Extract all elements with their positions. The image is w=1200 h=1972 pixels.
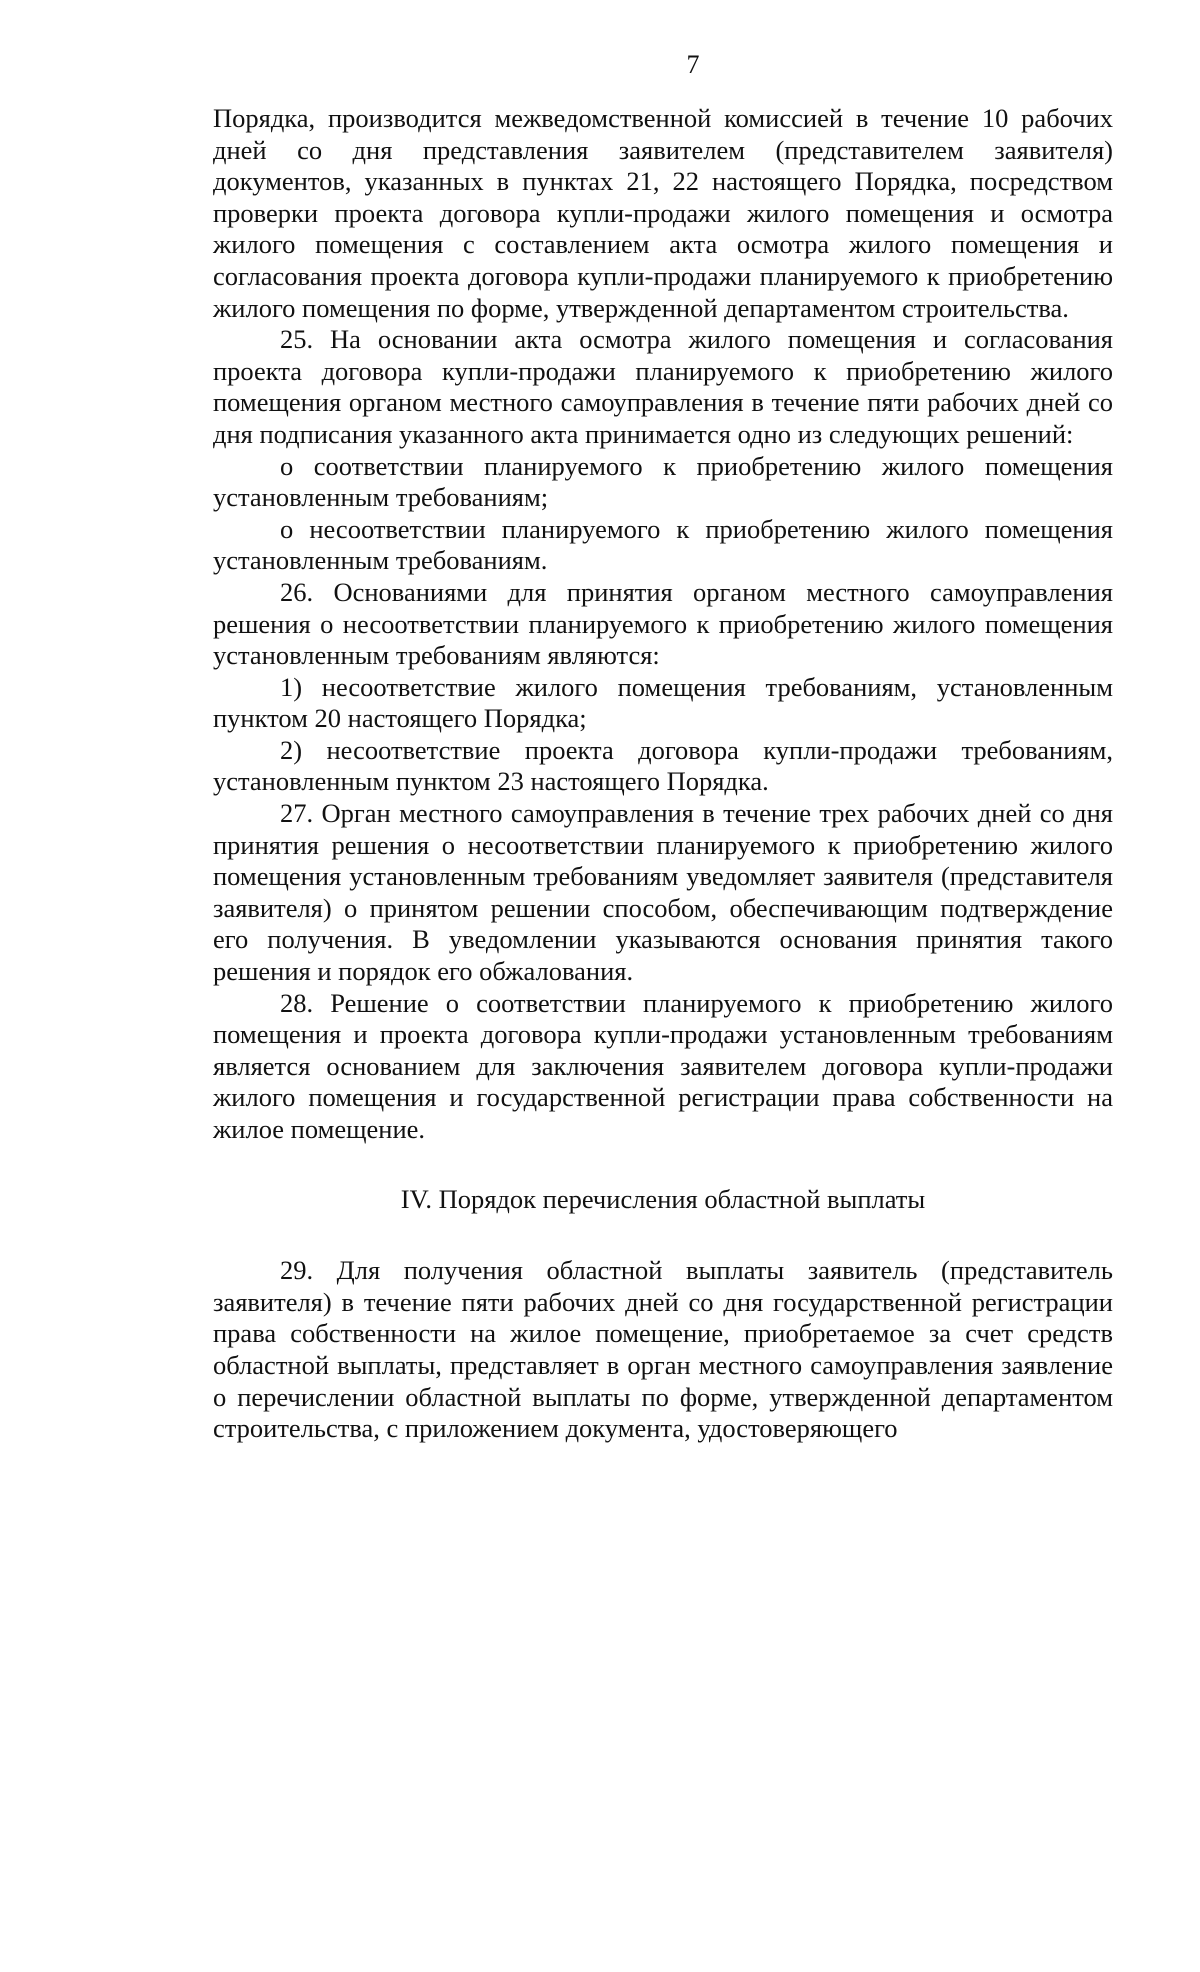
paragraph-25-option-a: о соответствии планируемого к приобретению жилого помещения установленным требованиям; <box>213 450 1113 513</box>
paragraph-25-option-b: о несоответствии планируемого к приобретению жилого помещения установленным требованиям. <box>213 513 1113 576</box>
paragraph-27: 27. Орган местного самоуправления в течение трех рабочих дней со дня принятия решения о несоответствии планируемого к приобретению жилого помещения установленным требованиям уведомляет заявителя (представителя заявителя) о принятом решении способом, обеспечивающим подтверждение его получения. В уведомлении указываются основания принятия такого решения и порядок его обжалования. <box>213 798 1113 987</box>
paragraph-28: 28. Решение о соответствии планируемого к приобретению жилого помещения и проекта договора купли-продажи установленным требованиям является основанием для заключения заявителем договора купли-продажи жилого помещения и государственной регистрации права собственности на жилое помещение. <box>213 987 1113 1144</box>
section-heading: IV. Порядок перечисления областной выплаты <box>400 1183 926 1214</box>
paragraph-26-item-2: 2) несоответствие проекта договора купли-продажи требованиям, установленным пунктом 23 настоящего Порядка. <box>213 734 1113 797</box>
paragraph-29: 29. Для получения областной выплаты заявитель (представитель заявителя) в течение пяти рабочих дней со дня государственной регистрации права собственности на жилое помещение, приобретаемое за счет средств областной выплаты, представляет в орган местного самоуправления заявление о перечислении областной выплаты по форме, утвержденной департаментом строительства, с приложением документа, удостоверяющего <box>213 1255 1113 1444</box>
paragraph-26: 26. Основаниями для принятия органом местного самоуправления решения о несоответствии планируемого к приобретению жилого помещения установленным требованиям являются: <box>213 576 1113 671</box>
document-body <box>213 103 1113 1445</box>
page-number: 7 <box>686 50 700 79</box>
paragraph-26-item-1: 1) несоответствие жилого помещения требованиям, установленным пунктом 20 настоящего Порядка; <box>213 671 1113 734</box>
paragraph-continuation: Порядка, производится межведомственной комиссией в течение 10 рабочих дней со дня представления заявителем (представителем заявителя) документов, указанных в пунктах 21, 22 настоящего Порядка, посредством проверки проекта договора купли-продажи жилого помещения и осмотра жилого помещения с составлением акта осмотра жилого помещения и согласования проекта договора купли-продажи планируемого к приобретению жилого помещения по форме, утвержденной департаментом строительства. <box>213 103 1113 323</box>
paragraph-25: 25. На основании акта осмотра жилого помещения и согласования проекта договора купли-продажи планируемого к приобретению жилого помещения органом местного самоуправления в течение пяти рабочих дней со дня подписания указанного акта принимается одно из следующих решений: <box>213 324 1113 449</box>
